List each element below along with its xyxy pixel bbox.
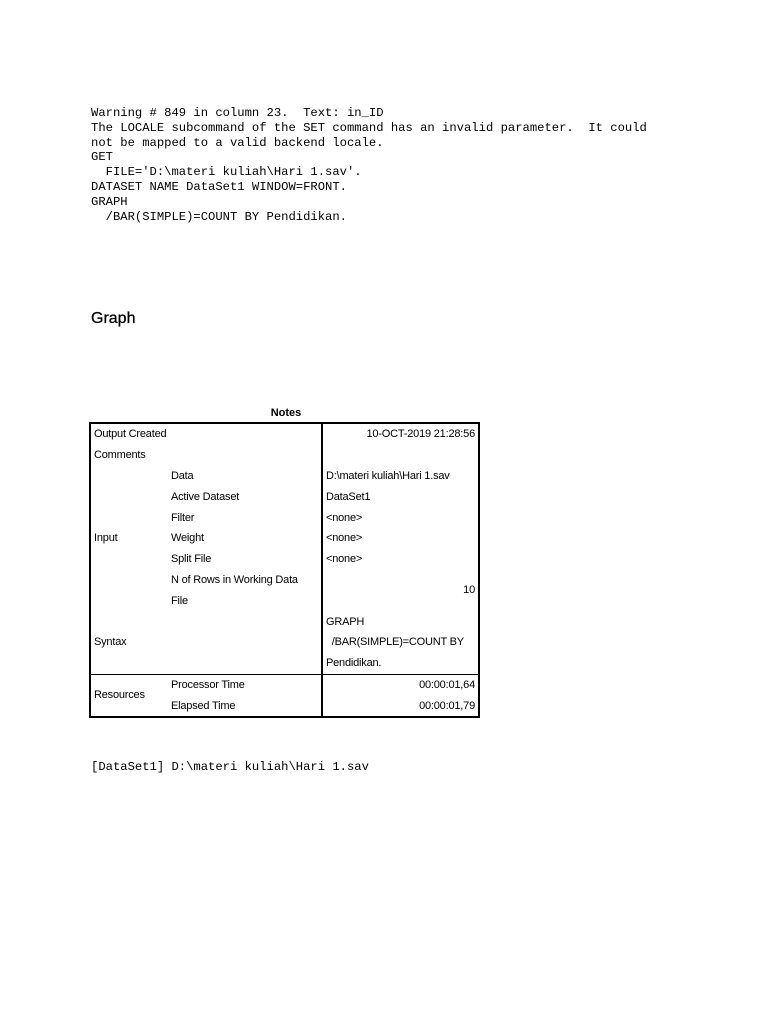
row-label-split-file: Split File bbox=[171, 553, 212, 566]
table-row bbox=[90, 466, 479, 487]
row-group-label-input: Input bbox=[94, 532, 118, 545]
n-rows-value: 10 bbox=[322, 570, 479, 612]
table-row bbox=[90, 445, 479, 466]
row-label-weight: Weight bbox=[171, 532, 204, 545]
weight-value: <none> bbox=[322, 528, 479, 549]
syntax-value-line-1: GRAPH bbox=[322, 611, 479, 632]
row-label-comments: Comments bbox=[94, 449, 146, 462]
table-row bbox=[90, 674, 479, 695]
log-line: FILE='D:\materi kuliah\Hari 1.sav'. bbox=[91, 165, 362, 180]
row-label-data: Data bbox=[171, 469, 194, 482]
row-label-filter: Filter bbox=[171, 511, 195, 524]
elapsed-time-value: 00:00:01,79 bbox=[322, 695, 479, 717]
log-line: DATASET NAME DataSet1 WINDOW=FRONT. bbox=[91, 179, 347, 194]
row-label-n-rows-line-2: File bbox=[171, 594, 188, 607]
notes-table-title: Notes bbox=[270, 407, 302, 419]
log-line: Warning # 849 in column 23. Text: in_ID bbox=[91, 106, 384, 120]
row-label-n-rows-line-1: N of Rows in Working Data bbox=[171, 573, 298, 586]
filter-value: <none> bbox=[322, 507, 479, 528]
log-line: GET bbox=[91, 150, 113, 165]
log-line: not be mapped to a valid backend locale. bbox=[91, 135, 384, 150]
syntax-value-line-2: /BAR(SIMPLE)=COUNT BY bbox=[322, 632, 479, 653]
notes-table bbox=[89, 422, 480, 718]
data-value: D:\materi kuliah\Hari 1.sav bbox=[322, 466, 479, 487]
comments-value bbox=[322, 445, 479, 466]
row-label-elapsed-time: Elapsed Time bbox=[171, 699, 236, 712]
table-row bbox=[90, 423, 479, 445]
output-created-value: 10-OCT-2019 21:28:56 bbox=[322, 423, 479, 445]
section-heading: Graph bbox=[91, 310, 136, 327]
row-label-processor-time: Processor Time bbox=[171, 678, 245, 691]
row-group-label-resources: Resources bbox=[94, 689, 145, 702]
processor-time-value: 00:00:01,64 bbox=[322, 674, 479, 695]
row-label-active-dataset: Active Dataset bbox=[171, 490, 240, 503]
active-dataset-value: DataSet1 bbox=[322, 486, 479, 507]
log-line: /BAR(SIMPLE)=COUNT BY Pendidikan. bbox=[91, 209, 347, 224]
table-row bbox=[90, 611, 479, 632]
log-line: The LOCALE subcommand of the SET command has an invalid parameter. It could bbox=[91, 120, 647, 135]
syntax-value-line-3: Pendidikan. bbox=[322, 653, 479, 674]
log-line: GRAPH bbox=[91, 194, 128, 209]
active-dataset-line: [DataSet1] D:\materi kuliah\Hari 1.sav bbox=[91, 760, 369, 774]
syntax-log bbox=[91, 106, 647, 224]
split-file-value: <none> bbox=[322, 549, 479, 570]
row-label-output-created: Output Created bbox=[94, 428, 167, 441]
row-label-syntax: Syntax bbox=[94, 636, 127, 649]
